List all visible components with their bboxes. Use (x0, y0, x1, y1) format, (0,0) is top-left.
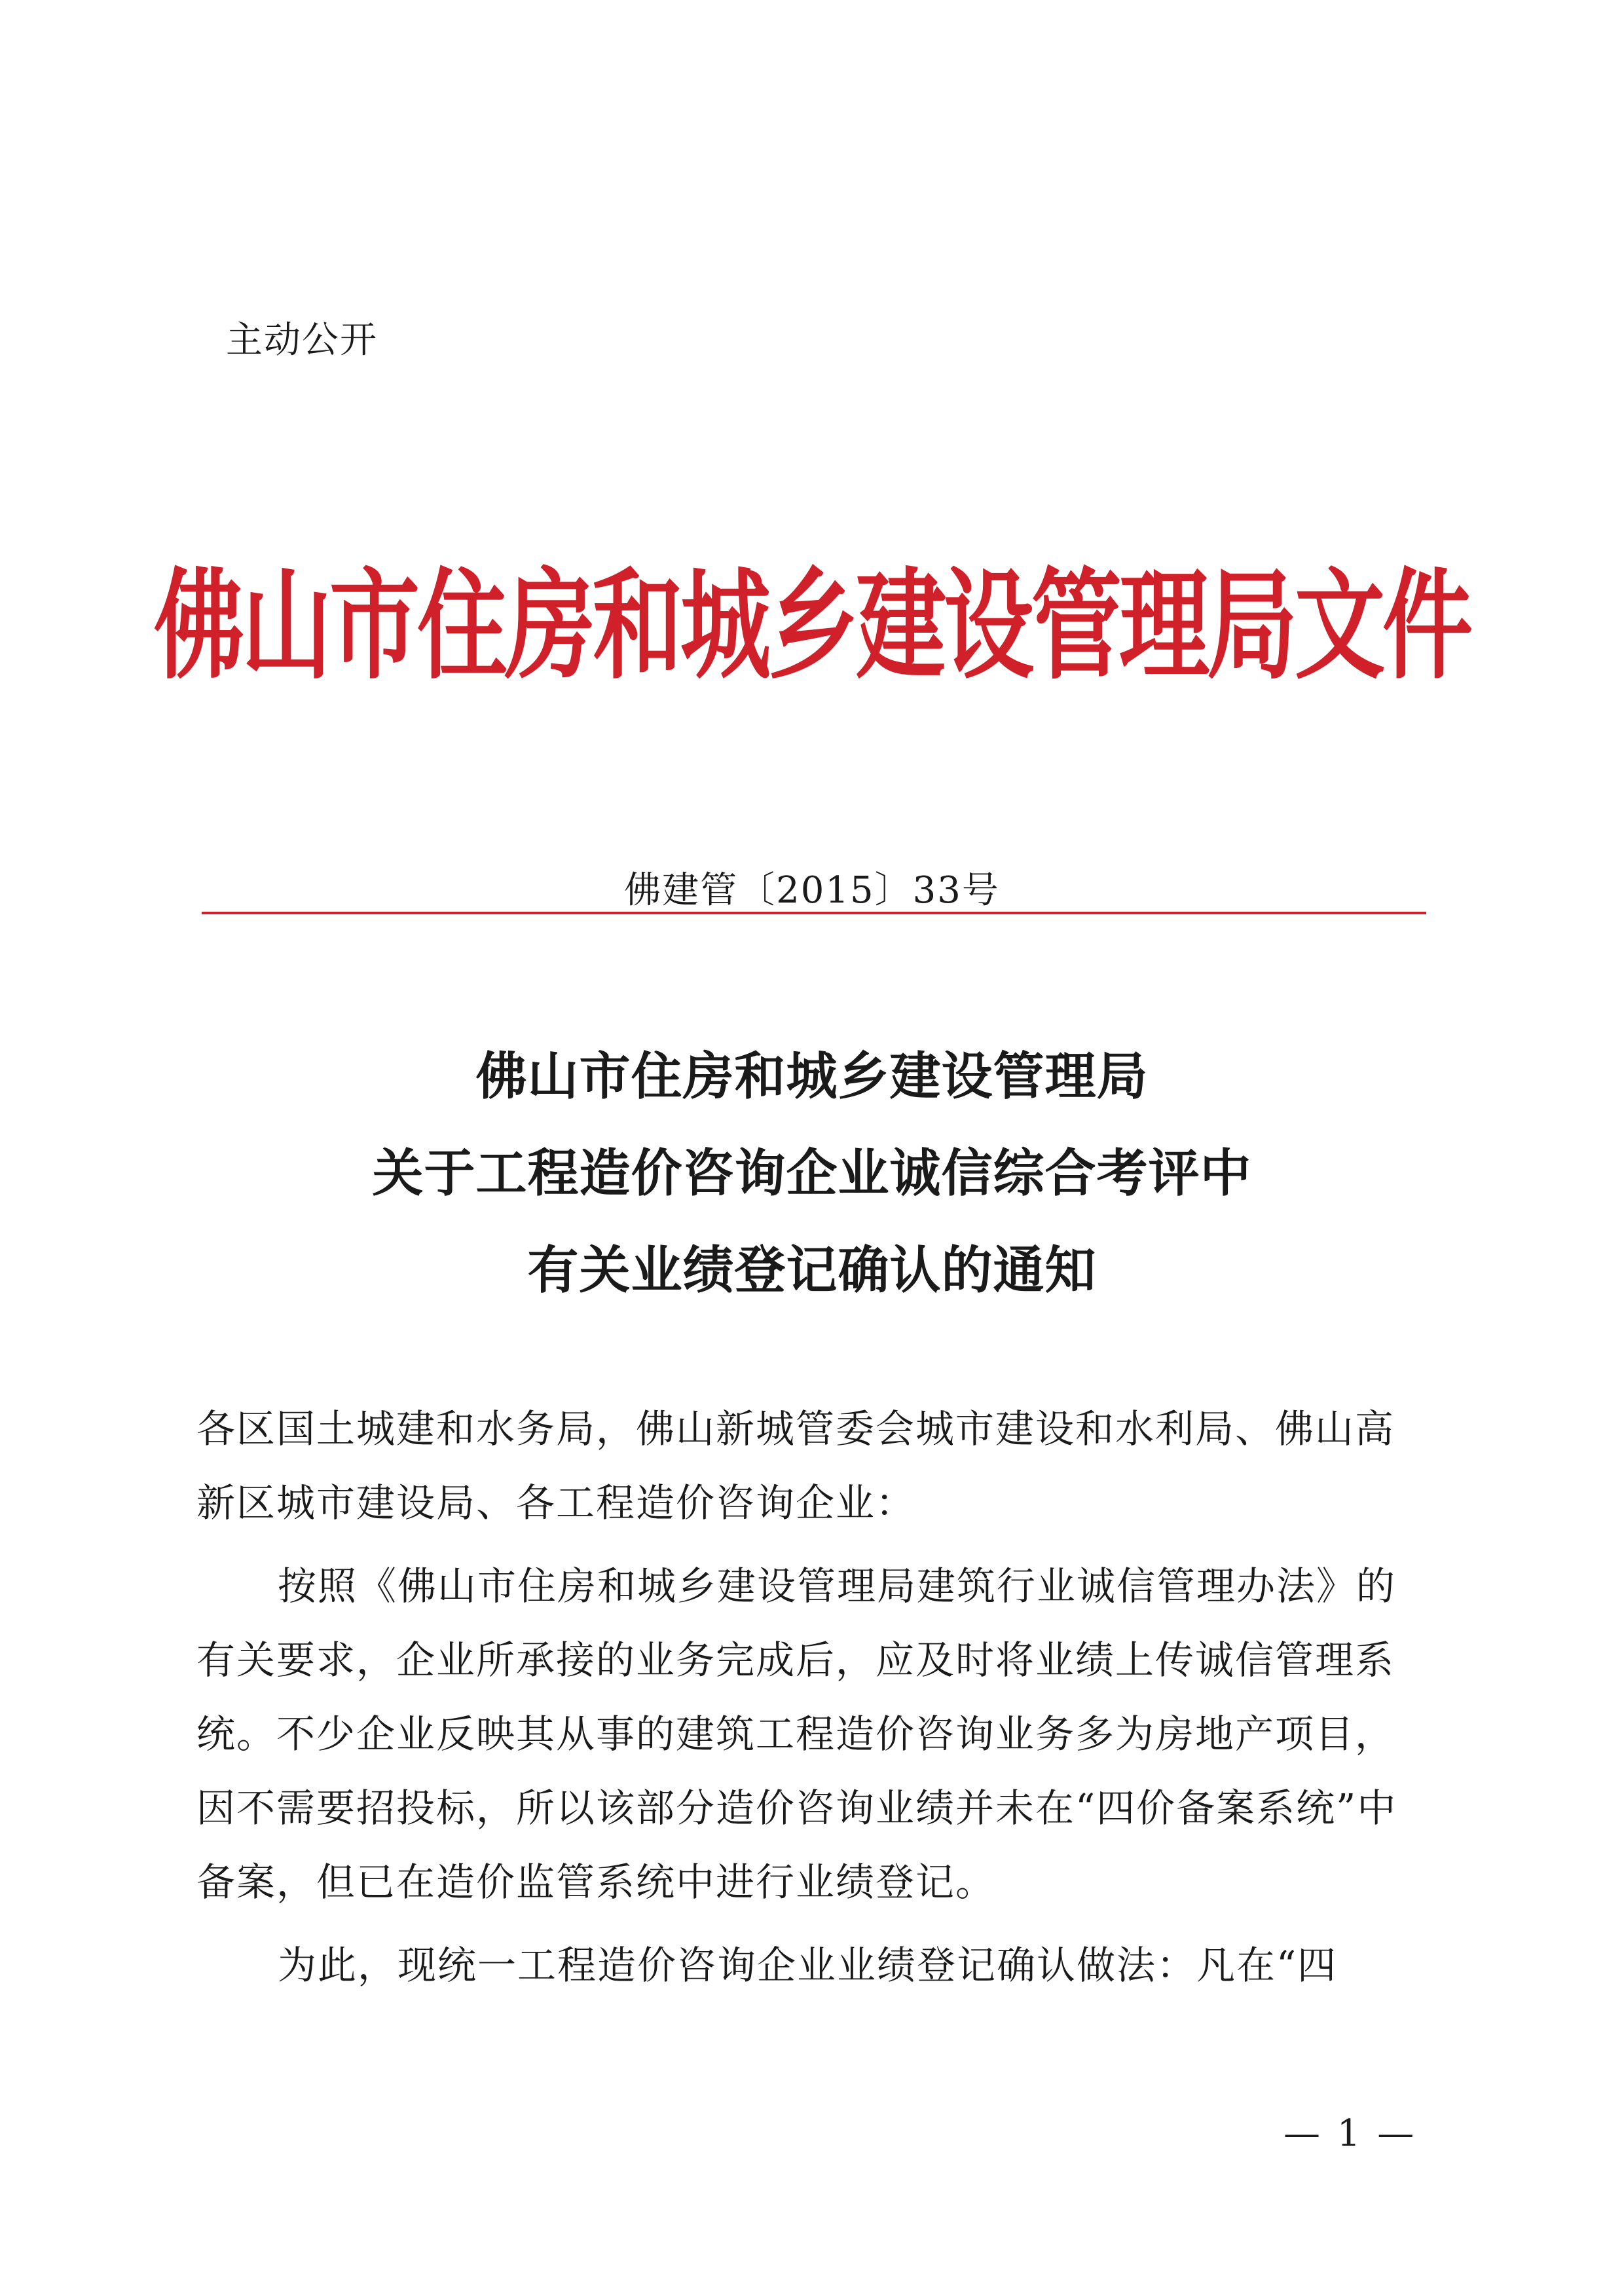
page-number: — 1 — (1283, 2112, 1417, 2155)
title-line-2: 关于工程造价咨询企业诚信综合考评中 (372, 1144, 1252, 1203)
document-masthead: 佛山市住房和城乡建设管理局文件 (153, 556, 1470, 696)
document-body (196, 1392, 1428, 2011)
red-divider-line (202, 912, 1426, 914)
body-paragraph-2: 为此，现统一工程造价咨询企业业绩登记确认做法：凡在“四 (278, 1943, 1338, 1988)
document-number: 佛建管〔2015〕33号 (624, 869, 1000, 912)
body-paragraph-1: 按照《佛山市住房和城乡建设管理局建筑行业诚信管理办法》的有关要求，企业所承接的业务完成后，应及时将业绩上传诚信管理系统。不少企业反映其从事的建筑工程造价咨询业务多为房地产项目，因不需要招投标，所以该部分造价咨询业绩并未在“四价备案系统”中备案，但已在造价监管系统中进行业绩登记。 (196, 1563, 1397, 1905)
recipients-paragraph: 各区国土城建和水务局，佛山新城管委会城市建设和水利局、佛山高新区城市建设局、各工程造价咨询企业： (196, 1406, 1395, 1525)
title-line-3: 有关业绩登记确认的通知 (527, 1241, 1097, 1300)
title-line-1: 佛山市住房和城乡建设管理局 (475, 1047, 1149, 1106)
disclosure-label: 主动公开 (226, 319, 378, 362)
document-title (0, 1028, 1624, 1319)
